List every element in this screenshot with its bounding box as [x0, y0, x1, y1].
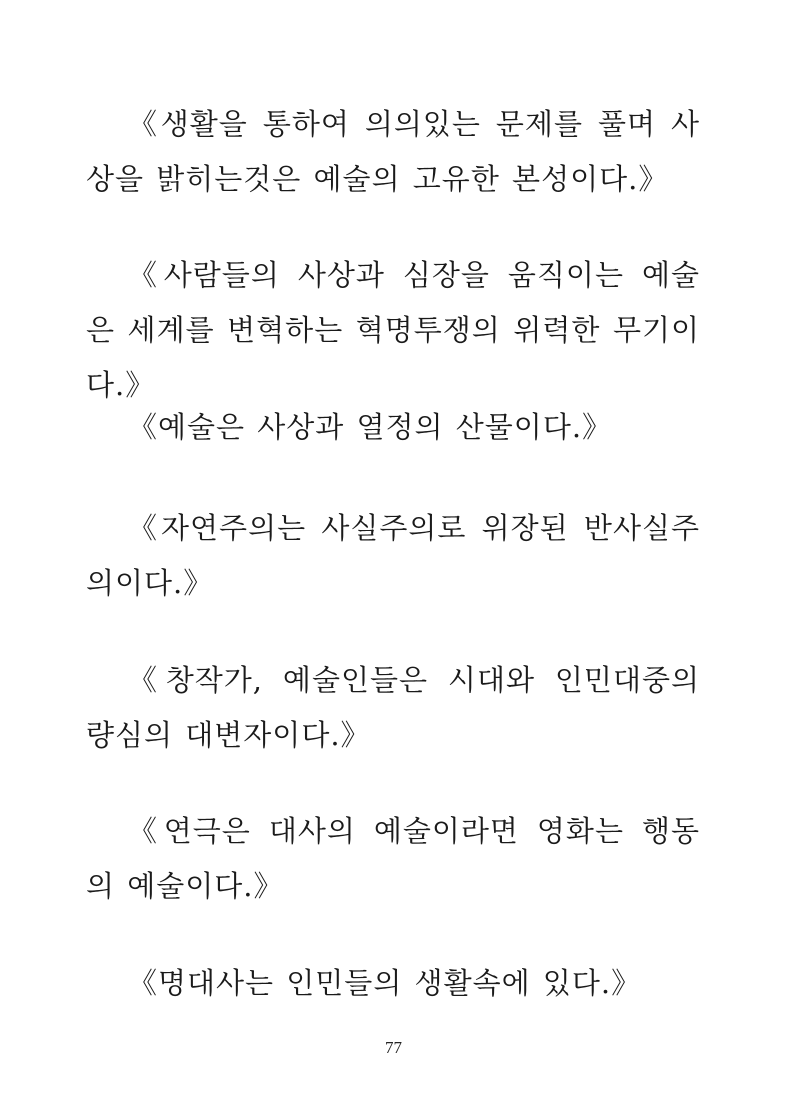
quote-paragraph: 《창작가, 예술인들은 시대와 인민대중의 량심의 대변자이다.》 [86, 663, 700, 752]
quote-paragraph: 《자연주의는 사실주의로 위장된 반사실주의이다.》 [86, 511, 700, 600]
quote-paragraph: 《사람들의 사상과 심장을 움직이는 예술은 세계를 변혁하는 혁명투쟁의 위력한 무기이다.》 [86, 258, 700, 402]
quote-paragraph: 《예술은 사상과 열정의 산물이다.》 [128, 410, 613, 444]
quote-paragraph: 《연극은 대사의 예술이라면 영화는 행동의 예술이다.》 [86, 814, 700, 903]
quote-paragraph: 《생활을 통하여 의의있는 문제를 풀며 사상을 밝히는것은 예술의 고유한 본성이다.》 [86, 107, 700, 196]
page-number: 77 [385, 1038, 402, 1057]
quote-paragraph: 《명대사는 인민들의 생활속에 있다.》 [128, 966, 642, 1000]
